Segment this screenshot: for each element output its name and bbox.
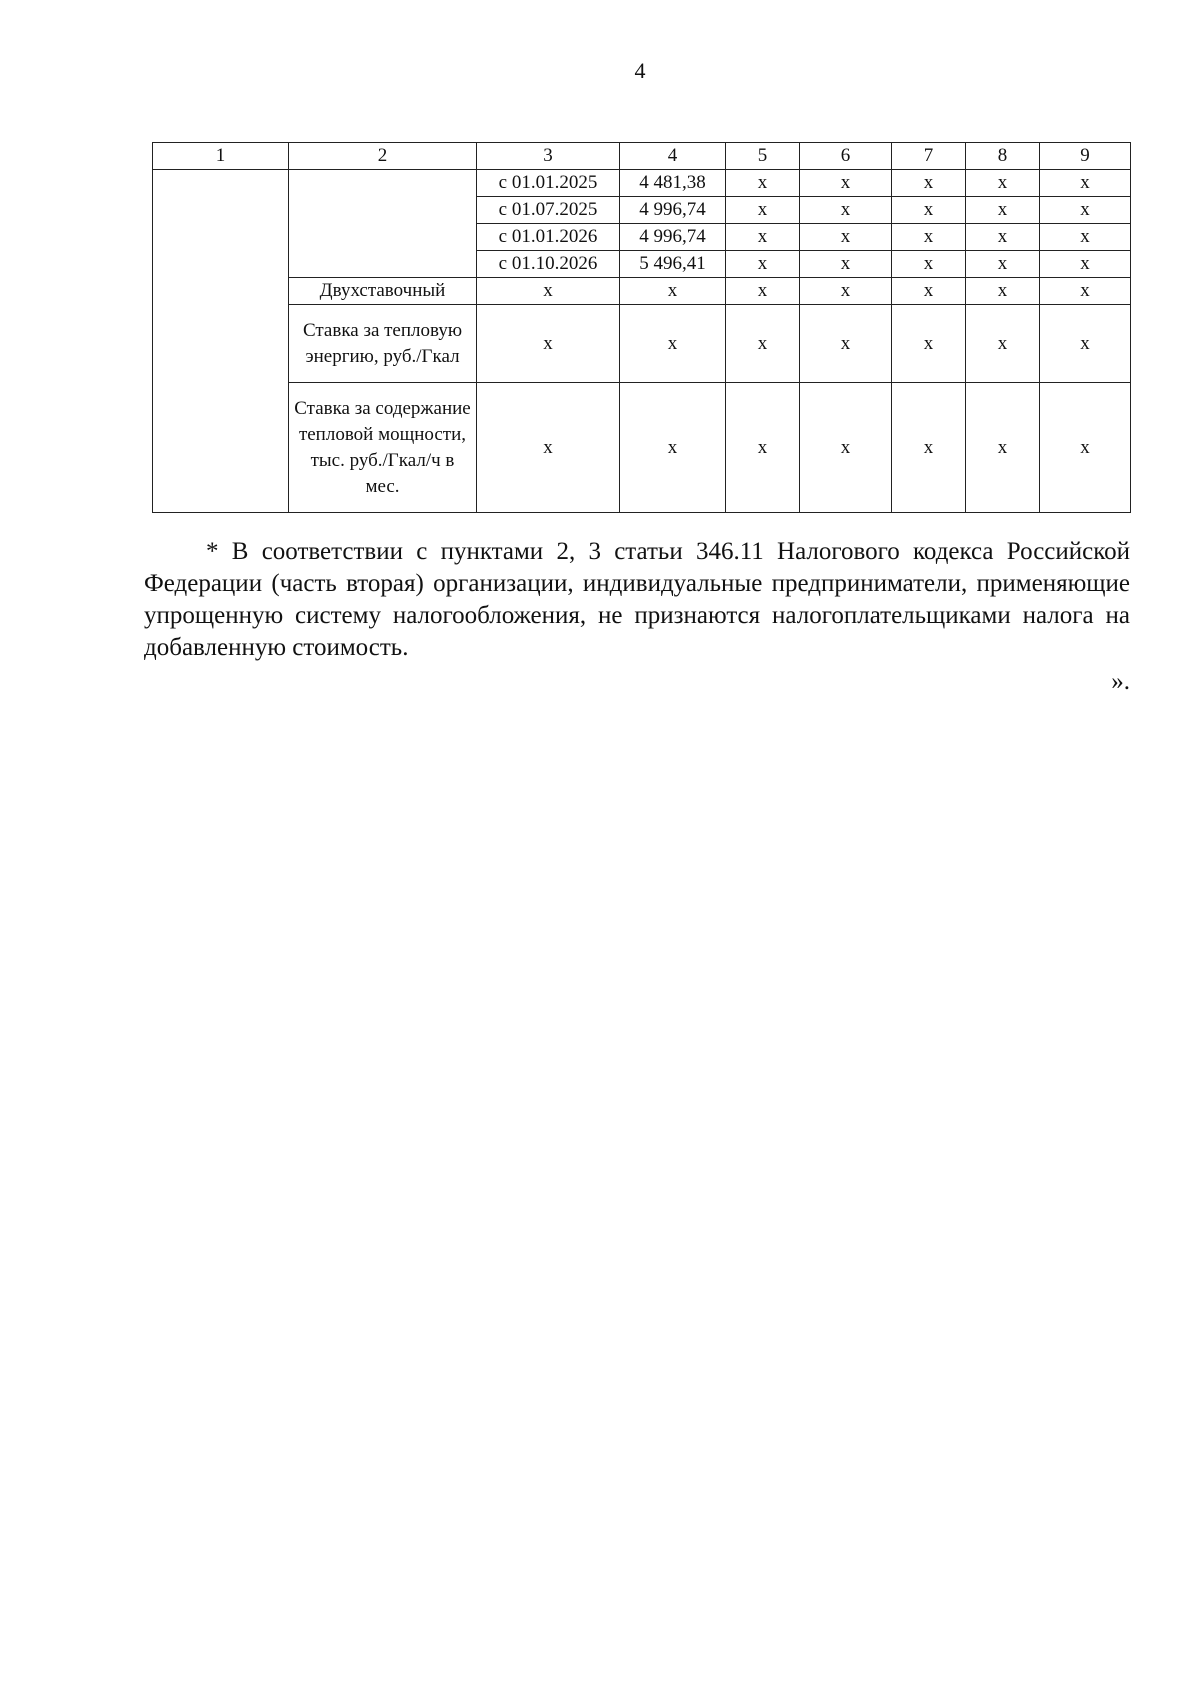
x-cell: x [726,251,800,278]
header-cell: 5 [726,143,800,170]
x-cell: x [620,383,726,513]
single-rate-group-cell [289,170,477,278]
x-cell: x [1040,305,1131,383]
closing-quote: ». [1111,668,1130,695]
header-cell: 7 [892,143,966,170]
x-cell: x [892,251,966,278]
tariff-table [152,142,1131,513]
x-cell: x [726,170,800,197]
period-cell: с 01.01.2025 [477,170,620,197]
x-cell: x [477,305,620,383]
header-cell: 9 [1040,143,1131,170]
x-cell: x [726,305,800,383]
energy-rate-label: Ставка за тепловую энергию, руб./Гкал [289,305,477,383]
capacity-rate-label: Ставка за содержание тепловой мощности, тыс. руб./Гкал/ч в мес. [289,383,477,513]
organization-cell [153,170,289,513]
x-cell: x [477,278,620,305]
two-part-label: Двухставочный [289,278,477,305]
period-cell: с 01.10.2026 [477,251,620,278]
x-cell: x [1040,383,1131,513]
x-cell: x [620,278,726,305]
table-row [153,278,1131,305]
x-cell: x [1040,224,1131,251]
x-cell: x [966,251,1040,278]
value-cell: 4 996,74 [620,197,726,224]
x-cell: x [892,224,966,251]
x-cell: x [892,305,966,383]
x-cell: x [800,224,892,251]
period-cell: с 01.07.2025 [477,197,620,224]
x-cell: x [800,170,892,197]
footnote [144,536,1130,664]
x-cell: x [892,170,966,197]
x-cell: x [892,278,966,305]
x-cell: x [1040,170,1131,197]
x-cell: x [726,224,800,251]
x-cell: x [726,197,800,224]
x-cell: x [966,197,1040,224]
table-row [153,305,1131,383]
header-cell: 2 [289,143,477,170]
x-cell: x [892,383,966,513]
x-cell: x [966,383,1040,513]
x-cell: x [800,251,892,278]
x-cell: x [1040,278,1131,305]
header-cell: 4 [620,143,726,170]
x-cell: x [726,278,800,305]
x-cell: x [800,383,892,513]
x-cell: x [966,278,1040,305]
header-cell: 3 [477,143,620,170]
x-cell: x [1040,251,1131,278]
value-cell: 4 481,38 [620,170,726,197]
x-cell: x [620,305,726,383]
page-number: 4 [634,58,646,83]
table-row [153,170,1131,197]
x-cell: x [966,170,1040,197]
footnote-text: * В соответствии с пунктами 2, 3 статьи 346.11 Налогового кодекса Российской Федерации (часть вторая) организации, индивидуальные предприниматели, применяющие упрощенную систему налогообложения, не признаются налогоплательщиками налога на добавленную стоимость. [144,538,1130,661]
x-cell: x [477,383,620,513]
header-cell: 8 [966,143,1040,170]
x-cell: x [966,224,1040,251]
header-cell: 1 [153,143,289,170]
table-row [153,383,1131,513]
x-cell: x [800,305,892,383]
x-cell: x [800,197,892,224]
value-cell: 5 496,41 [620,251,726,278]
period-cell: с 01.01.2026 [477,224,620,251]
value-cell: 4 996,74 [620,224,726,251]
x-cell: x [892,197,966,224]
x-cell: x [1040,197,1131,224]
header-cell: 6 [800,143,892,170]
x-cell: x [726,383,800,513]
x-cell: x [966,305,1040,383]
x-cell: x [800,278,892,305]
table-header-row [153,143,1131,170]
